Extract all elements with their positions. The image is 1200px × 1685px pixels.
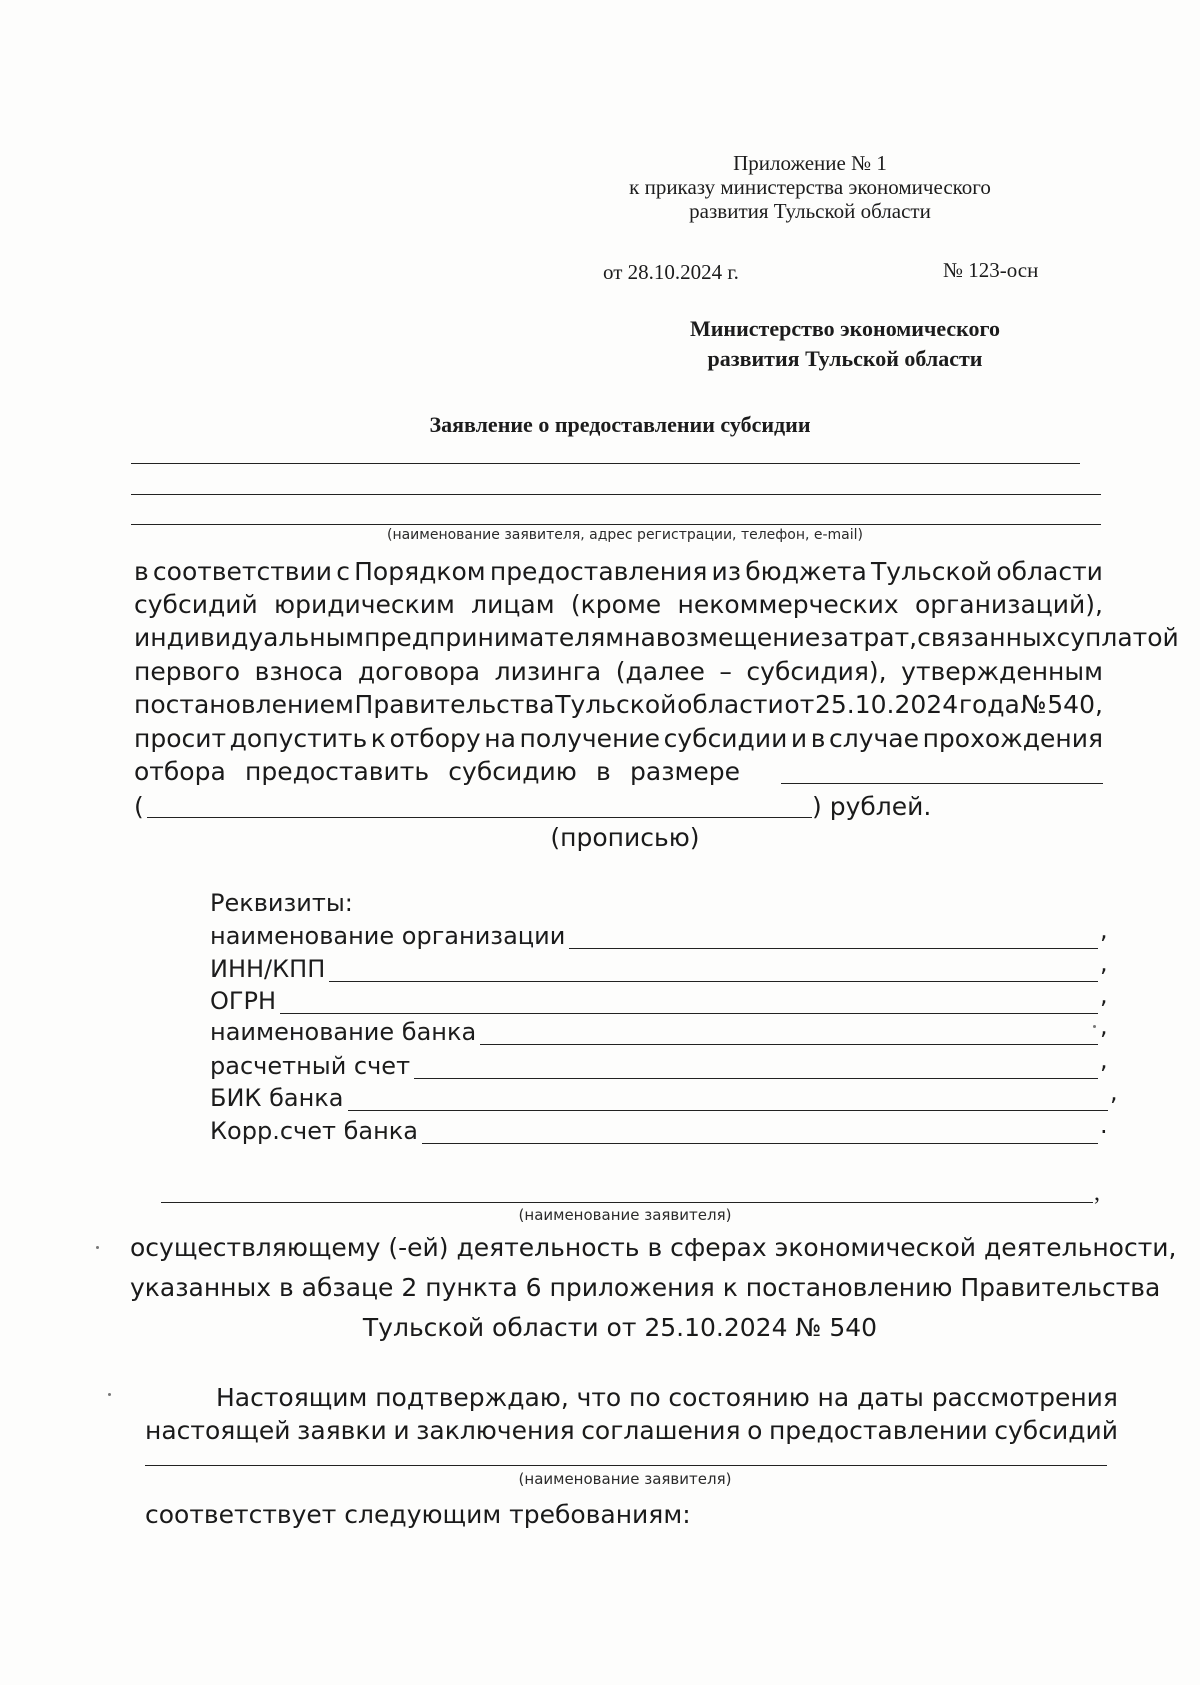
requisite-label: БИК банка	[210, 1084, 344, 1112]
confirm-word: что	[576, 1383, 622, 1412]
activity-line-1: осуществляющему (-ей) деятельность в сферах экономической деятельности,	[130, 1233, 1177, 1262]
body-word: юридическим	[274, 590, 455, 619]
requisite-label: наименование организации	[210, 922, 566, 950]
body-word: уплатой	[1070, 623, 1179, 652]
confirm-word: заявки	[297, 1416, 387, 1445]
confirm-word: и	[393, 1416, 410, 1445]
body-word: получение	[519, 724, 661, 753]
body-line	[134, 724, 1103, 753]
requisite-fill-line[interactable]	[280, 1013, 1098, 1014]
amount-line-words	[134, 757, 740, 786]
amount-open-paren: (	[134, 792, 144, 821]
body-word: допустить	[229, 724, 368, 753]
requisite-punct: .	[1100, 1111, 1108, 1139]
body-word: некоммерческих	[677, 590, 899, 619]
scan-speck	[1093, 1025, 1096, 1028]
requisite-punct: ,	[1100, 1046, 1108, 1074]
requisite-punct: ,	[1100, 981, 1108, 1009]
scan-speck	[96, 1246, 99, 1249]
confirm-word: предоставлении	[768, 1416, 988, 1445]
body-word: индивидуальным	[134, 623, 365, 652]
confirm-word: по	[629, 1383, 661, 1412]
body-line	[134, 623, 1179, 652]
applicant-name-caption: (наименование заявителя)	[518, 1206, 732, 1224]
requisite-fill-line[interactable]	[480, 1044, 1098, 1045]
body-word: лизинга	[494, 657, 602, 686]
body-word: утвержденным	[901, 657, 1103, 686]
body-word: с	[1056, 623, 1071, 652]
body-word: от	[784, 690, 815, 719]
body-word: в	[134, 557, 149, 586]
body-word: соответствии	[152, 557, 333, 586]
requisite-label: ОГРН	[210, 987, 277, 1015]
body-word: предоставления	[489, 557, 708, 586]
body-line	[134, 590, 1103, 619]
requisite-label: расчетный счет	[210, 1052, 411, 1080]
body-word: организаций),	[914, 590, 1103, 619]
body-word: прохождения	[922, 724, 1103, 753]
applicant-fill-line-2[interactable]	[131, 494, 1101, 495]
amount-number-fill[interactable]	[781, 783, 1103, 784]
in-words-caption: (прописью)	[550, 823, 700, 852]
body-word: лицам	[471, 590, 555, 619]
amount-word: предоставить	[244, 757, 430, 786]
requisite-punct: ,	[1100, 949, 1108, 977]
requisite-label: ИНН/КПП	[210, 955, 326, 983]
amount-word: субсидию	[448, 757, 577, 786]
body-word: –	[719, 657, 732, 686]
confirm-word: состоянию	[668, 1383, 810, 1412]
body-word: первого	[134, 657, 241, 686]
activity-line-3: Тульской области от 25.10.2024 № 540	[362, 1313, 878, 1342]
requisite-label: Корр.счет банка	[210, 1117, 418, 1145]
body-word: Тульской	[870, 557, 993, 586]
applicant-caption: (наименование заявителя, адрес регистрации, телефон, e-mail)	[386, 527, 863, 543]
amount-in-words-fill[interactable]	[147, 817, 812, 818]
requisite-fill-line[interactable]	[329, 981, 1098, 982]
body-word: Тульской	[555, 690, 677, 719]
order-date: от 28.10.2024 г.	[603, 260, 739, 284]
requirements-intro: соответствует следующим требованиям:	[145, 1500, 691, 1529]
confirm-line-2	[145, 1416, 1118, 1445]
body-word: к	[370, 724, 386, 753]
body-word: (кроме	[570, 590, 662, 619]
body-word: возмещение	[655, 623, 821, 652]
body-word: с	[336, 557, 350, 586]
amount-word: в	[596, 757, 611, 786]
body-line	[134, 657, 1103, 686]
confirm-word: о	[747, 1416, 763, 1445]
annex-order-line: к приказу министерства экономического	[629, 175, 991, 199]
confirm-word: настоящей	[145, 1416, 291, 1445]
body-word: года	[958, 690, 1020, 719]
requisite-fill-line[interactable]	[348, 1110, 1108, 1111]
requisite-punct: ,	[1110, 1078, 1118, 1106]
body-word: Правительства	[354, 690, 555, 719]
body-word: просит	[134, 724, 227, 753]
body-word: 540,	[1047, 690, 1103, 719]
confirm-word: рассмотрения	[931, 1383, 1118, 1412]
confirm-word: подтверждаю,	[375, 1383, 569, 1412]
doc-title: Заявление о предоставлении субсидии	[429, 412, 811, 437]
confirm-applicant-caption: (наименование заявителя)	[518, 1470, 732, 1488]
body-word: случае	[829, 724, 920, 753]
amount-word: размере	[630, 757, 740, 786]
applicant-name-fill[interactable]	[161, 1202, 1093, 1203]
order-number: № 123-осн	[943, 258, 1039, 282]
body-word: области	[996, 557, 1103, 586]
body-word: (далее	[615, 657, 705, 686]
body-word: на	[484, 724, 516, 753]
requisite-fill-line[interactable]	[569, 948, 1098, 949]
requisite-punct: ,	[1100, 1012, 1108, 1040]
body-word: связанных	[917, 623, 1057, 652]
confirm-word: соглашения	[581, 1416, 741, 1445]
confirm-line-1	[216, 1383, 1118, 1412]
confirm-word: субсидий	[994, 1416, 1118, 1445]
annex-org-line: развития Тульской области	[689, 199, 931, 223]
requisites-title: Реквизиты:	[210, 889, 353, 917]
amount-word: отбора	[134, 757, 226, 786]
body-word: Порядком	[354, 557, 486, 586]
confirm-applicant-fill[interactable]	[145, 1465, 1107, 1466]
addressee-line-1: Министерство экономического	[689, 316, 1000, 341]
confirm-word: даты	[856, 1383, 924, 1412]
confirm-word: Настоящим	[216, 1383, 368, 1412]
scan-speck	[108, 1393, 111, 1396]
applicant-fill-line-3[interactable]	[131, 524, 1101, 525]
applicant-name-comma: ,	[1094, 1180, 1100, 1206]
activity-line-2: указанных в абзаце 2 пункта 6 приложения к постановлению Правительства	[130, 1273, 1161, 1302]
body-word: на	[624, 623, 656, 652]
applicant-fill-line-1[interactable]	[131, 463, 1080, 464]
body-word: бюджета	[745, 557, 867, 586]
confirm-word: заключения	[416, 1416, 575, 1445]
body-word: затрат,	[820, 623, 918, 652]
body-word: взноса	[254, 657, 344, 686]
body-word: из	[711, 557, 742, 586]
requisite-label: наименование банка	[210, 1018, 477, 1046]
body-word: предпринимателям	[364, 623, 625, 652]
requisite-fill-line[interactable]	[422, 1143, 1098, 1144]
requisite-fill-line[interactable]	[414, 1078, 1098, 1079]
requisite-punct: ,	[1100, 916, 1108, 944]
annex-title: Приложение № 1	[733, 151, 887, 175]
body-word: субсидия),	[746, 657, 887, 686]
body-word: и	[790, 724, 808, 753]
addressee-line-2: развития Тульской области	[707, 346, 983, 371]
body-word: договора	[357, 657, 481, 686]
body-word: 25.10.2024	[814, 690, 959, 719]
confirm-word: на	[817, 1383, 850, 1412]
body-word: области	[677, 690, 784, 719]
body-line	[134, 557, 1103, 586]
body-word: постановлением	[134, 690, 354, 719]
body-word: в	[810, 724, 826, 753]
body-word: субсидии	[663, 724, 788, 753]
body-word: №	[1020, 690, 1047, 719]
body-word: отбору	[389, 724, 481, 753]
body-line	[134, 690, 1103, 719]
amount-suffix: ) рублей.	[812, 792, 932, 821]
body-word: субсидий	[134, 590, 258, 619]
